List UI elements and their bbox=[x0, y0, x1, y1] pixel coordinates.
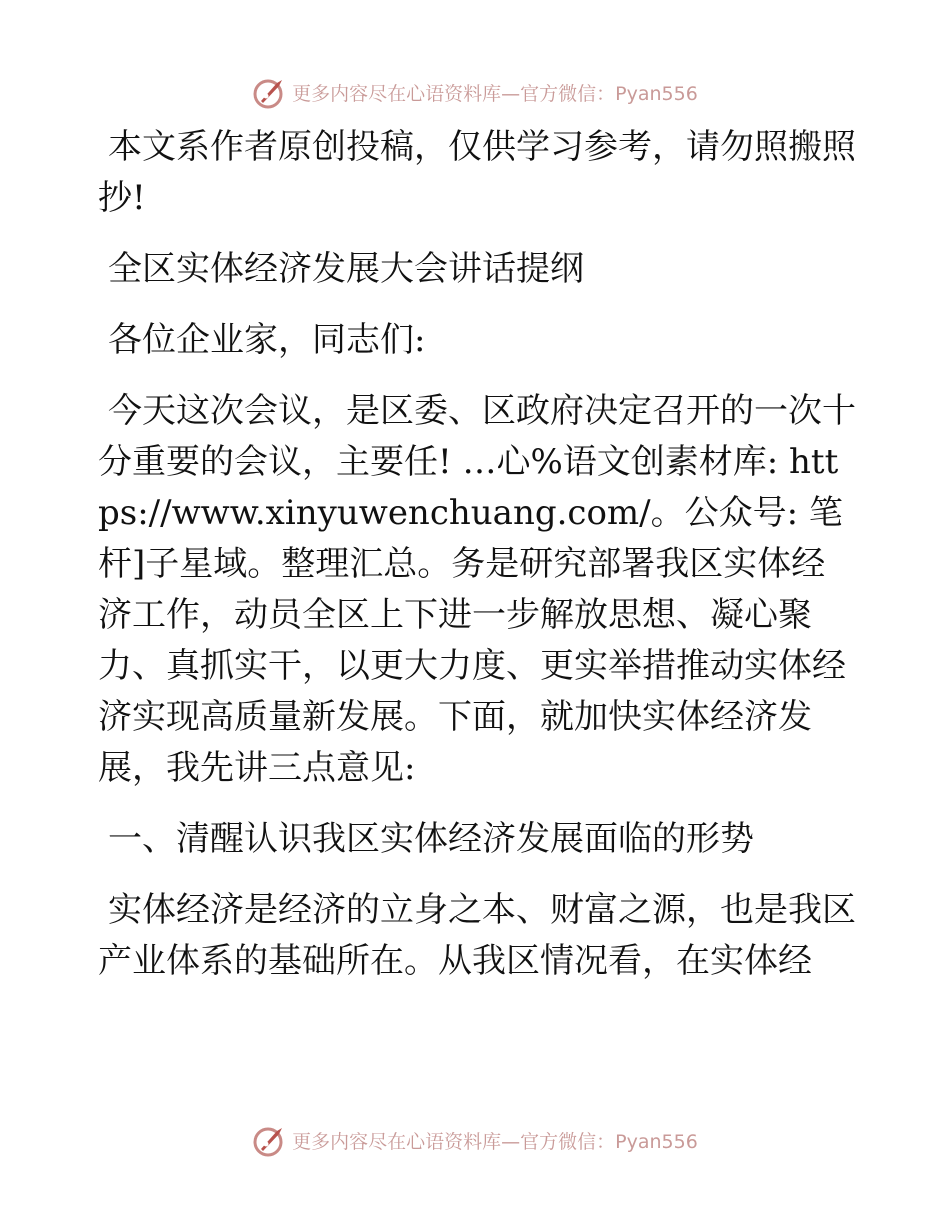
document-body bbox=[98, 122, 858, 1007]
section-heading-1: 一、清醒认识我区实体经济发展面临的形势 bbox=[108, 819, 754, 859]
footer-watermark bbox=[0, 1120, 950, 1160]
watermark-text: 更多内容尽在心语资料库—官方微信：Pyan556 bbox=[292, 1130, 698, 1153]
watermark-text: 更多内容尽在心语资料库—官方微信：Pyan556 bbox=[292, 82, 698, 105]
header-watermark bbox=[0, 72, 950, 112]
pen-nib-logo-icon bbox=[252, 74, 288, 110]
notice-paragraph: 本文系作者原创投稿，仅供学习参考，请勿照搬照抄! bbox=[98, 127, 856, 218]
body-paragraph-section-1: 实体经济是经济的立身之本、财富之源，也是我区产业体系的基础所在。从我区情况看，在实体经 bbox=[98, 890, 856, 981]
body-paragraph-intro: 今天这次会议，是区委、区政府决定召开的一次十分重要的会议，主要任! …心%语文创素材库: https://www.xinyuwenchuang.com/。公众号: 笔杆]子星域。整理汇总。务是研究部署我区实体经济工作，动员全区上下进一步解放思想、凝心聚力、真抓实干，以更大力度、更实举措推动实体经济实现高质量新发展。下面，就加快实体经济发展，我先讲三点意见: bbox=[98, 391, 856, 788]
salutation: 各位企业家，同志们: bbox=[108, 320, 426, 360]
pen-nib-logo-icon bbox=[252, 1122, 288, 1158]
document-title: 全区实体经济发展大会讲话提纲 bbox=[108, 249, 584, 289]
